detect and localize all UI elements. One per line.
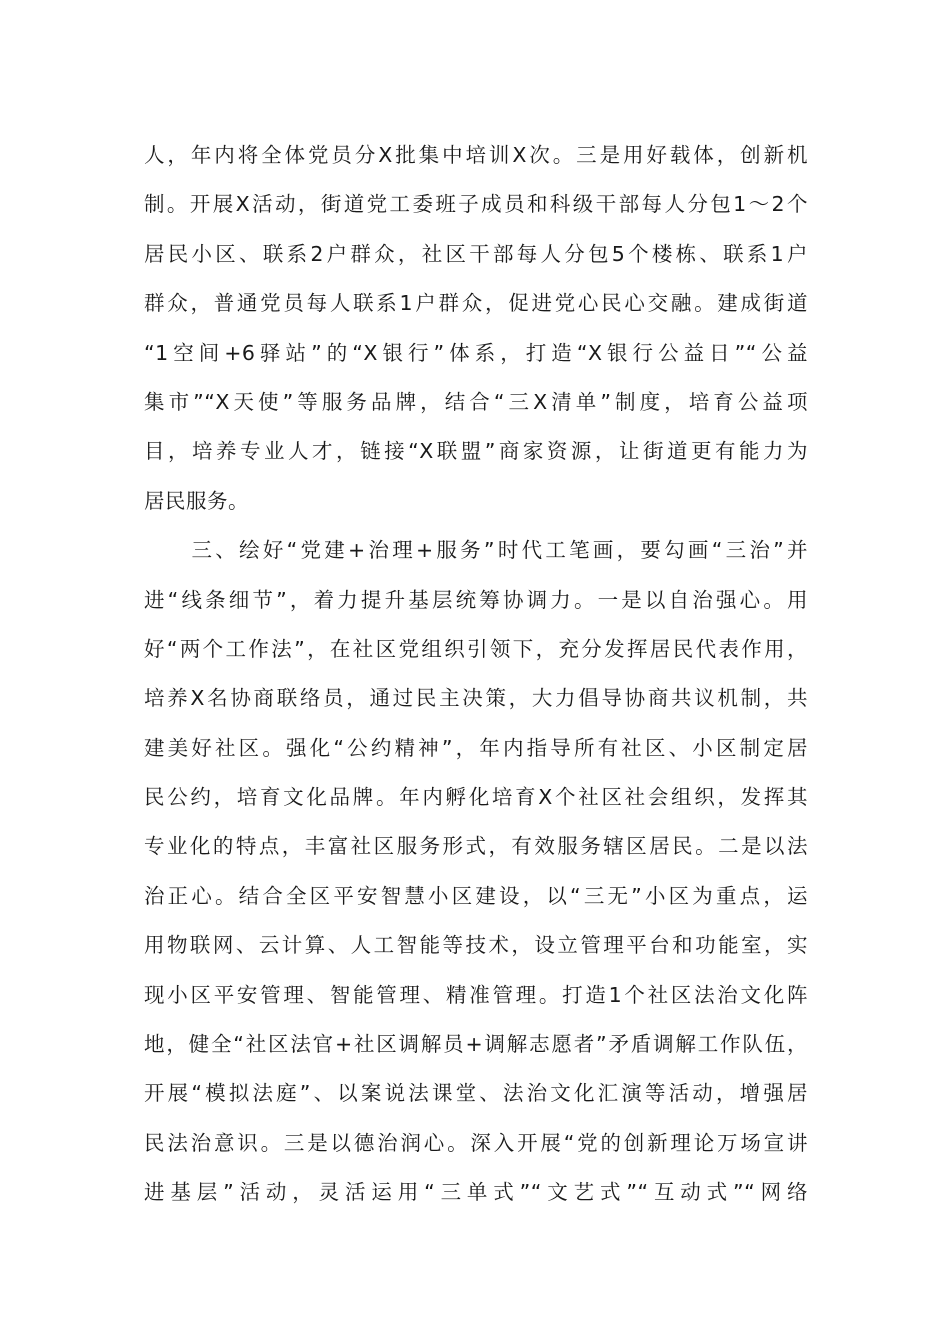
text-line: 专业化的特点，丰富社区服务形式，有效服务辖区居民。二是以法 <box>144 834 808 859</box>
text-line: 好“两个工作法”，在社区党组织引领下，充分发挥居民代表作用， <box>144 636 808 661</box>
text-line: 三、绘好“党建+治理+服务”时代工笔画，要勾画“三治”并 <box>144 538 808 563</box>
text-line: 制。开展X活动，街道党工委班子成员和科级干部每人分包1～2个 <box>144 192 808 217</box>
text-line: 开展“模拟法庭”、以案说法课堂、法治文化汇演等活动，增强居 <box>144 1081 808 1106</box>
text-line: 培养X名协商联络员，通过民主决策，大力倡导协商共议机制，共 <box>144 686 808 711</box>
text-line: 民法治意识。三是以德治润心。深入开展“党的创新理论万场宣讲 <box>144 1130 808 1155</box>
text-line: 集市”“X天使”等服务品牌，结合“三X清单”制度，培育公益项 <box>144 389 808 414</box>
text-line: 现小区平安管理、智能管理、精准管理。打造1个社区法治文化阵 <box>144 982 808 1007</box>
text-line: 居民服务。 <box>144 488 249 513</box>
text-line: 建美好社区。强化“公约精神”，年内指导所有社区、小区制定居 <box>144 735 808 760</box>
text-line: 用物联网、云计算、人工智能等技术，设立管理平台和功能室，实 <box>144 933 808 958</box>
text-line: 人，年内将全体党员分X批集中培训X次。三是用好载体，创新机 <box>144 143 808 167</box>
text-line: 居民小区、联系2户群众，社区干部每人分包5个楼栋、联系1户 <box>144 241 808 266</box>
text-line: 民公约，培育文化品牌。年内孵化培育X个社区社会组织，发挥其 <box>144 785 808 810</box>
text-line: 治正心。结合全区平安智慧小区建设，以“三无”小区为重点，运 <box>144 883 808 908</box>
text-line: 群众，普通党员每人联系1户群众，促进党心民心交融。建成街道 <box>144 291 808 316</box>
text-line: 进“线条细节”，着力提升基层统筹协调力。一是以自治强心。用 <box>144 587 808 612</box>
text-line: “1空间+6驿站”的“X银行”体系，打造“X银行公益日”“公益 <box>144 340 808 365</box>
paragraph-1 <box>144 131 808 526</box>
paragraph-2 <box>144 526 808 1217</box>
text-line: 进基层”活动，灵活运用“三单式”“文艺式”“互动式”“网络 <box>144 1180 808 1205</box>
document-body <box>144 131 808 1218</box>
text-line: 目，培养专业人才，链接“X联盟”商家资源，让街道更有能力为 <box>144 439 808 464</box>
text-line: 地，健全“社区法官+社区调解员+调解志愿者”矛盾调解工作队伍， <box>144 1032 808 1057</box>
